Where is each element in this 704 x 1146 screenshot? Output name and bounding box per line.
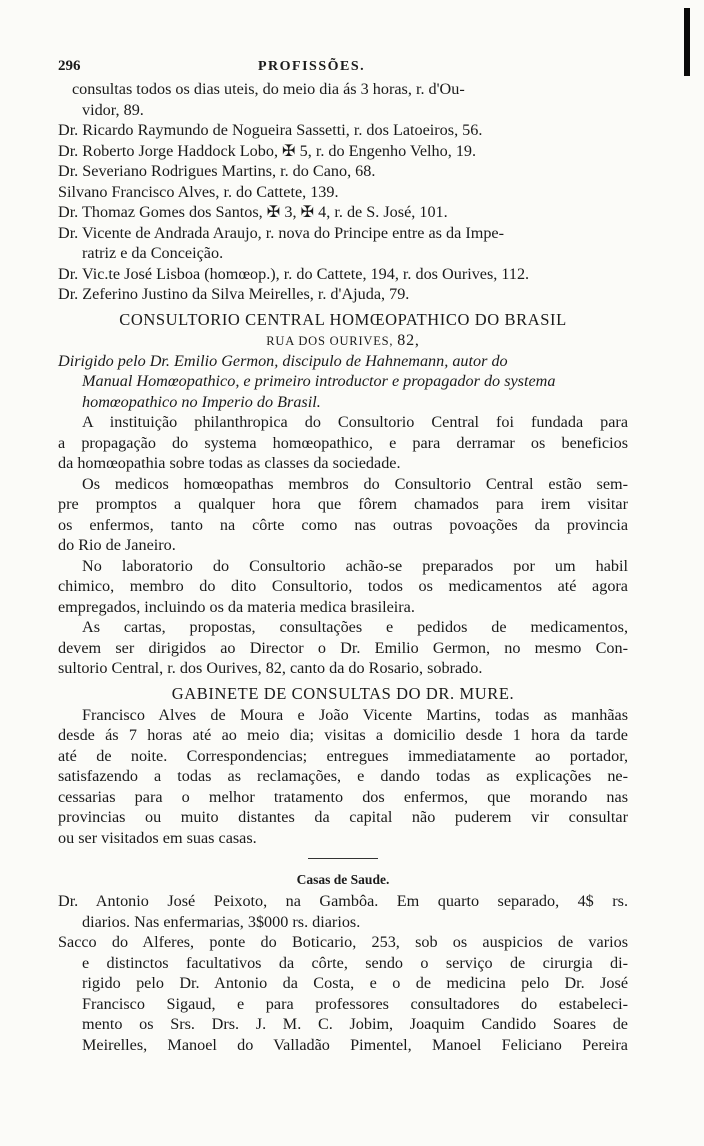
gabinete-body — [58, 705, 628, 849]
paragraph-line: Francisco Alves de Moura e João Vicente Martins, todas as manhãas — [82, 705, 628, 724]
entry-line: vidor, 89. — [82, 100, 144, 119]
entry-line: Dr. Vic.te José Lisboa (homœop.), r. do Cattete, 194, r. dos Ourives, 112. — [58, 264, 530, 283]
entry-line: Dr. Severiano Rodrigues Martins, r. do Cano, 68. — [58, 162, 376, 180]
paragraph-line: rigido pelo Dr. Antonio da Costa, e o de medicina pelo Dr. José — [82, 974, 628, 992]
paragraph-line: pre promptos a qualquer hora que fôrem chamados para irem visitar — [58, 495, 628, 513]
paragraph-line: Os medicos homœopathas membros do Consultorio Central estão sem- — [82, 474, 628, 493]
page-title: PROFISSÕES. — [258, 59, 366, 74]
paragraph-line: e distinctos facultativos da côrte, sendo o serviço de cirurgia di- — [82, 953, 628, 972]
consultorio-heading: CONSULTORIO CENTRAL HOMŒOPATHICO DO BRASIL — [119, 309, 567, 329]
paragraph-line: satisfazendo a todas as reclamações, e dando todas as explicações ne- — [58, 767, 628, 785]
paragraph-line: A instituição philanthropica do Consultorio Central foi fundada para — [82, 413, 628, 431]
paragraph-line: Sacco do Alferes, ponte do Boticario, 253, sob os auspicios de varios — [58, 933, 628, 951]
document-page — [58, 58, 628, 1055]
entry-line: Dr. Zeferino Justino da Silva Meirelles, r. d'Ajuda, 79. — [58, 285, 410, 303]
paragraph-line: empregados, incluindo os da materia medica brasileira. — [58, 597, 415, 616]
paragraph-line: até de noite. Correspondencias; entregues immediatamente ao portador, — [58, 746, 628, 765]
entry-line: Dr. Ricardo Raymundo de Nogueira Sassetti, r. dos Latoeiros, 56. — [58, 121, 483, 139]
section-divider — [308, 858, 378, 859]
paragraph-line: As cartas, propostas, consultações e pedidos de medicamentos, — [82, 618, 628, 636]
consultorio-body — [58, 412, 628, 679]
paragraph-line: chimico, membro do dito Consultorio, todos os medicamentos até agora — [58, 577, 628, 595]
paragraph-line: mento os Srs. Drs. J. M. C. Jobim, Joaquim Candido Soares de — [82, 1015, 628, 1033]
paragraph-line: Meirelles, Manoel do Valladão Pimentel, Manoel Feliciano Pereira — [82, 1035, 628, 1054]
casas-body — [58, 891, 628, 1055]
director-note-line: Manual Homœopathico, e primeiro introductor e propagador do systema — [82, 372, 556, 390]
page-number: 296 — [58, 58, 81, 74]
paragraph-line: da homœopathia sobre todas as classes da sociedade. — [58, 454, 401, 472]
paragraph-line: desde ás 7 horas até ao meio dia; visitas a domicilio desde 1 hora da tarde — [58, 726, 628, 744]
address-number: 82, — [397, 331, 420, 349]
paragraph-line: cessarias para o melhor tratamento dos enfermos, que morando nas — [58, 787, 628, 806]
entries-list — [58, 79, 628, 305]
paragraph-line: do Rio de Janeiro. — [58, 536, 176, 554]
paragraph-line: ou ser visitados em suas casas. — [58, 828, 257, 847]
paragraph-line: diarios. Nas enfermarias, 3$000 rs. diarios. — [82, 912, 361, 931]
entry-line: Dr. Vicente de Andrada Araujo, r. nova do Principe entre as da Impe- — [58, 223, 504, 242]
consultorio-director-note — [58, 351, 628, 413]
page-edge-mark — [684, 8, 690, 76]
gabinete-heading: GABINETE DE CONSULTAS DO DR. MURE. — [171, 683, 515, 703]
paragraph-line: a propagação do systema homœopathico, e para derramar os beneficios — [58, 433, 628, 452]
director-note-line: homœopathico no Imperio do Brasil. — [82, 392, 321, 411]
entry-line: Silvano Francisco Alves, r. do Cattete, 139. — [58, 182, 339, 201]
paragraph-line: devem ser dirigidos ao Director o Dr. Emilio Germon, no mesmo Con- — [58, 638, 628, 657]
paragraph-line: No laboratorio do Consultorio achão-se preparados por um habil — [82, 556, 628, 575]
paragraph-line: provincias ou muito distantes da capital não puderem vir consultar — [58, 808, 628, 826]
casas-heading: Casas de Saude. — [296, 872, 390, 887]
paragraph-line: Francisco Sigaud, e para professores consultadores do estabeleci- — [82, 994, 628, 1013]
entry-line: Dr. Roberto Jorge Haddock Lobo, ✠ 5, r. do Engenho Velho, 19. — [58, 141, 477, 160]
director-note-line: Dirigido pelo Dr. Emilio Germon, discipulo de Hahnemann, autor do — [58, 351, 508, 370]
entry-line: ratriz e da Conceição. — [82, 244, 224, 262]
paragraph-line: Dr. Antonio José Peixoto, na Gambôa. Em quarto separado, 4$ rs. — [58, 892, 628, 910]
paragraph-line: os enfermos, tanto na côrte como nas outras povoações da provincia — [58, 515, 628, 534]
consultorio-address — [58, 331, 628, 351]
paragraph-line: sultorio Central, r. dos Ourives, 82, canto da do Rosario, sobrado. — [58, 659, 483, 677]
address-street: RUA DOS OURIVES, — [266, 333, 394, 348]
running-header — [58, 58, 628, 75]
entry-line: Dr. Thomaz Gomes dos Santos, ✠ 3, ✠ 4, r. de S. José, 101. — [58, 203, 448, 221]
entry-line: consultas todos os dias uteis, do meio dia ás 3 horas, r. d'Ou- — [72, 80, 465, 98]
